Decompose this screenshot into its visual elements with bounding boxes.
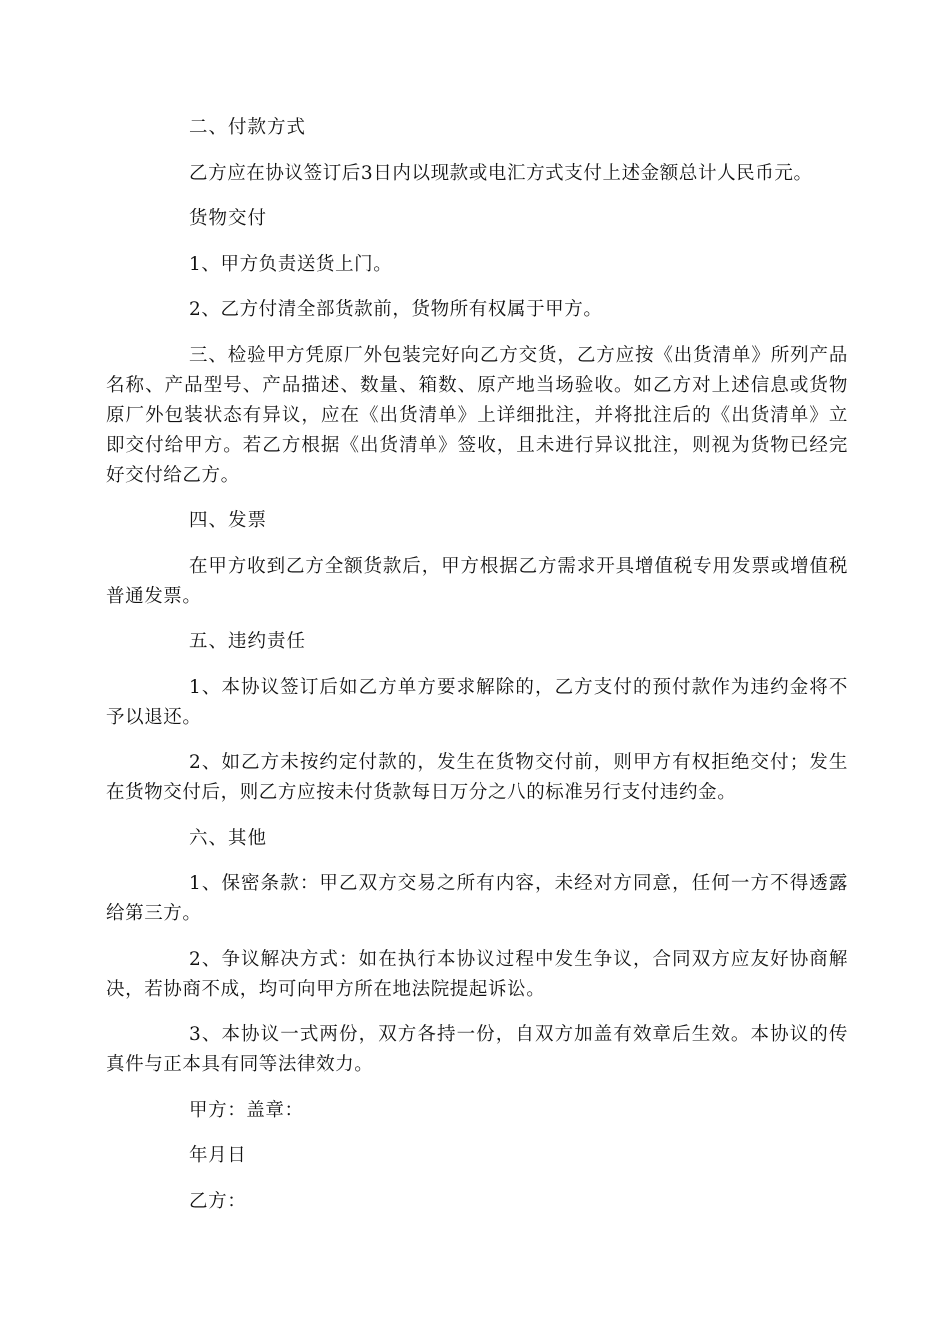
liability-item-1: 1、本协议签订后如乙方单方要求解除的，乙方支付的预付款作为违约金将不予以退还。: [106, 676, 848, 728]
delivery-item-2: 2、乙方付清全部货款前，货物所有权属于甲方。: [189, 299, 603, 320]
contract-body: [106, 113, 848, 1232]
other-item-3: 3、本协议一式两份，双方各持一份，自双方加盖有效章后生效。本协议的传真件与正本具有同等法律效力。: [106, 1024, 848, 1075]
payment-heading: 二、付款方式: [189, 117, 307, 138]
invoice-heading: 四、发票: [189, 510, 268, 531]
delivery-heading: 货物交付: [189, 208, 268, 229]
other-item-1: 1、保密条款：甲乙双方交易之所有内容，未经对方同意，任何一方不得透露给第三方。: [106, 873, 848, 924]
inspection-clause: 三、检验甲方凭原厂外包装完好向乙方交货，乙方应按《出货清单》所列产品名称、产品型号、产品描述、数量、箱数、原产地当场验收。如乙方对上述信息或货物原厂外包装状态有异议，应在《出货清单》上详细批注，并将批注后的《出货清单》立即交付给甲方。若乙方根据《出货清单》签收，且未进行异议批注，则视为货物已经完好交付给乙方。: [106, 344, 848, 486]
liability-item-2: 2、如乙方未按约定付款的，发生在货物交付前，则甲方有权拒绝交付；发生在货物交付后，则乙方应按未付货款每日万分之八的标准另行支付违约金。: [106, 752, 848, 803]
payment-terms: 乙方应在协议签订后3日内以现款或电汇方式支付上述金额总计人民币元。: [189, 162, 813, 184]
other-item-2: 2、争议解决方式：如在执行本协议过程中发生争议，合同双方应友好协商解决，若协商不成，均可向甲方所在地法院提起诉讼。: [106, 948, 848, 1000]
liability-heading: 五、违约责任: [189, 631, 307, 652]
delivery-item-1: 1、甲方负责送货上门。: [189, 253, 393, 275]
date-line: 年月日: [189, 1145, 247, 1166]
party-b-signature-line: 乙方：: [189, 1190, 247, 1212]
invoice-terms: 在甲方收到乙方全额货款后，甲方根据乙方需求开具增值税专用发票或增值税普通发票。: [106, 555, 848, 607]
party-a-signature-line: 甲方：盖章：: [189, 1099, 304, 1121]
other-heading: 六、其他: [189, 827, 268, 849]
